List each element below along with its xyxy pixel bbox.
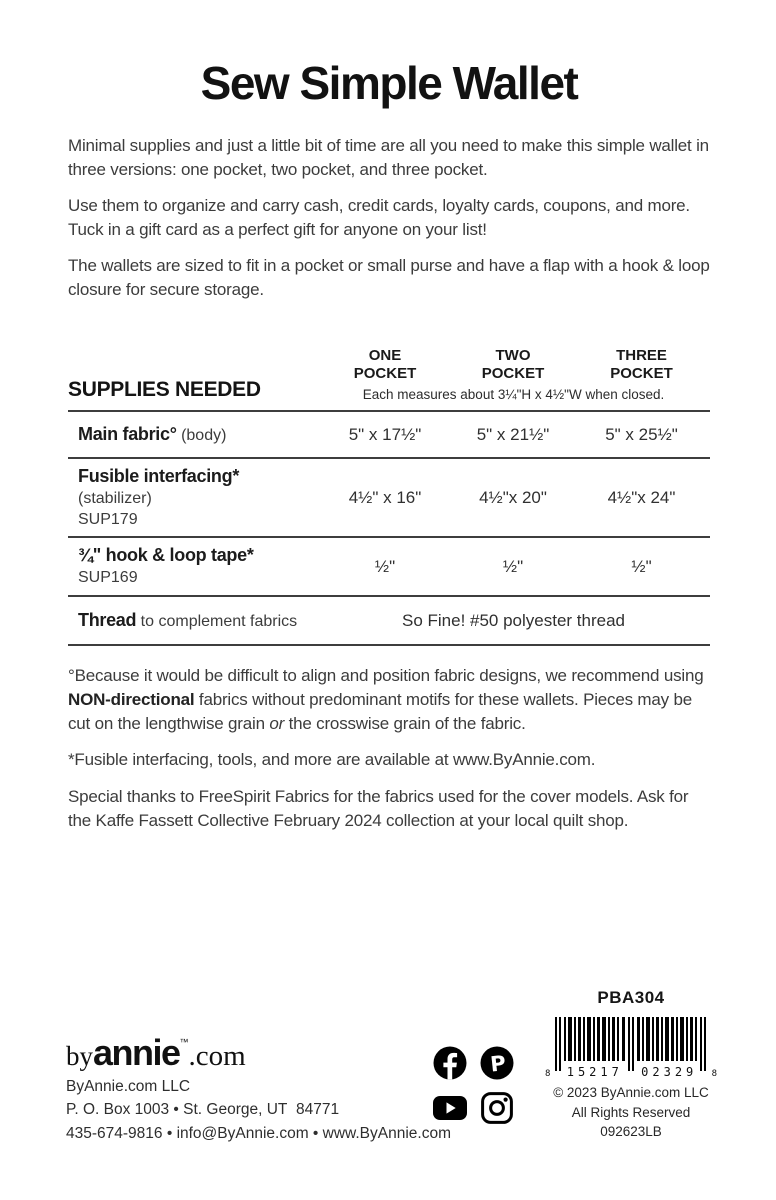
cell-value-span: So Fine! #50 polyester thread — [401, 610, 626, 630]
company-name: ByAnnie.com LLC — [66, 1078, 191, 1095]
row-label: Main fabric° (body) — [78, 423, 227, 444]
footer-company-block — [66, 1032, 451, 1144]
copyright-line: 092623LB — [600, 1124, 662, 1140]
cell-value: 5" x 17½" — [348, 424, 422, 444]
cell-value: 5" x 25½" — [605, 424, 678, 444]
supply-number: SUP179 — [78, 510, 138, 528]
cell-value: 4½"x 20" — [479, 487, 547, 507]
supplies-table-header — [68, 347, 710, 411]
column-header-one-pocket: ONE POCKET — [353, 346, 417, 383]
supplies-needed-heading: SUPPLIES NEEDED — [68, 378, 261, 402]
row-label: ¾" hook & loop tape* SUP169 — [78, 545, 254, 587]
contact-line: 435-674-9816 • info@ByAnnie.com • www.ByAnnie.com — [66, 1124, 452, 1142]
address-line: P. O. Box 1003 • St. George, UT 84771 — [66, 1101, 340, 1119]
byannie-logo: byannie™.com — [66, 1032, 246, 1073]
product-code: PBA304 — [597, 988, 665, 1007]
row-label: Fusible interfacing* (stabilizer) SUP179 — [68, 459, 321, 536]
footnotes-section — [68, 664, 710, 833]
table-row-hook-loop-tape — [68, 536, 710, 595]
youtube-icon — [433, 1091, 467, 1125]
cell-value: ½" — [374, 556, 396, 576]
row-label: Thread to complement fabrics — [78, 609, 298, 630]
footnote: Special thanks to FreeSpirit Fabrics for the fabrics used for the cover models. Ask for the Kaffe Fassett Collective February 2024 collection at your local quilt shop. — [68, 787, 689, 831]
column-header-two-pocket: TWO POCKET — [481, 346, 545, 383]
intro-paragraph: Minimal supplies and just a little bit of time are all you need to make this simple wallet in three versions: one pocket, two pocket, and three pocket. — [68, 135, 709, 179]
table-row-main-fabric — [68, 410, 710, 457]
copyright-line: All Rights Reserved — [571, 1104, 691, 1120]
cell-value: 4½" x 16" — [348, 487, 422, 507]
intro-section — [68, 134, 710, 303]
cell-value: 4½"x 24" — [607, 487, 676, 507]
table-row-thread — [68, 595, 710, 644]
size-note: Each measures about 3¼"H x 4½"W when closed. — [362, 387, 665, 403]
footnote: *Fusible interfacing, tools, and more are available at www.ByAnnie.com. — [68, 750, 596, 770]
svg-text:P: P — [489, 1051, 508, 1077]
pinterest-icon — [480, 1046, 514, 1080]
footnote: °Because it would be difficult to align and position fabric designs, we recommend using NON-directional fabrics without predominant motifs for these wallets. Pieces may be cut on the lengthwise grain or the crosswise grain of the fabric. — [68, 666, 704, 733]
barcode — [545, 1017, 717, 1077]
instagram-icon — [480, 1091, 514, 1125]
intro-paragraph: The wallets are sized to fit in a pocket or small purse and have a flap with a hook & loop closure for secure storage. — [68, 256, 710, 300]
cell-value: ½" — [502, 556, 524, 576]
column-header-three-pocket: THREE POCKET — [610, 346, 673, 383]
cell-value: 5" x 21½" — [476, 424, 550, 444]
social-icons — [433, 1046, 514, 1125]
cell-value: ½" — [631, 556, 652, 576]
page-title: Sew Simple Wallet — [200, 57, 578, 109]
table-row-fusible-interfacing — [68, 457, 710, 536]
copyright-block — [545, 1083, 717, 1142]
trademark-symbol: ™ — [179, 1037, 189, 1047]
facebook-icon — [433, 1046, 467, 1080]
barcode-digits: 8 15217 02329 8 — [545, 1065, 717, 1079]
copyright-line: © 2023 ByAnnie.com LLC — [553, 1085, 709, 1100]
intro-paragraph: Use them to organize and carry cash, credit cards, loyalty cards, coupons, and more. Tuck in a gift card as a perfect gift for anyone on your list! — [68, 196, 690, 240]
supplies-table — [68, 347, 710, 646]
footer-product-block — [545, 988, 717, 1142]
